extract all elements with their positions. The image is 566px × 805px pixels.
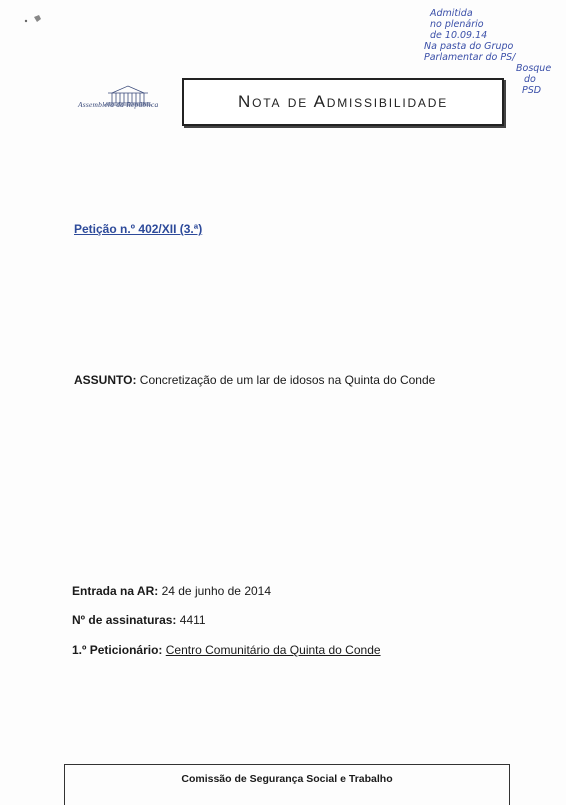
footer-committee: Comissão de Segurança Social e Trabalho — [181, 773, 393, 785]
petitioner-line — [72, 643, 381, 657]
handwritten-line: Admitida — [430, 8, 473, 19]
entry-label: Entrada na AR: — [72, 584, 159, 598]
scan-specks — [22, 12, 62, 26]
handwritten-line: do — [524, 74, 536, 85]
logo-text: Assembleia da República — [78, 100, 159, 109]
signatures-line — [72, 613, 206, 627]
petition-reference: Petição n.º 402/XII (3.ª) — [74, 222, 203, 236]
entry-date-line — [72, 584, 271, 598]
petitioner-value: Centro Comunitário da Quinta do Conde — [165, 643, 381, 657]
handwritten-line: PSD — [522, 85, 542, 96]
petitioner-label: 1.º Peticionário: — [72, 643, 163, 657]
subject-label: ASSUNTO: — [74, 373, 137, 387]
handwritten-line: de 10.09.14 — [430, 30, 488, 41]
subject-value: Concretização de um lar de idosos na Quinta do Conde — [139, 373, 436, 387]
signatures-label: Nº de assinaturas: — [72, 613, 177, 627]
handwritten-line: Parlamentar do PS/ — [424, 52, 516, 63]
document-title: Nota de Admissibilidade — [238, 92, 448, 111]
handwritten-line: Bosque — [516, 63, 552, 74]
handwritten-line: Na pasta do Grupo — [424, 41, 514, 52]
subject-line — [74, 373, 435, 387]
handwritten-line: no plenário — [430, 19, 484, 30]
signatures-value: 4411 — [179, 613, 206, 627]
handwritten-annotation — [424, 8, 566, 138]
entry-value: 24 de junho de 2014 — [161, 584, 272, 598]
